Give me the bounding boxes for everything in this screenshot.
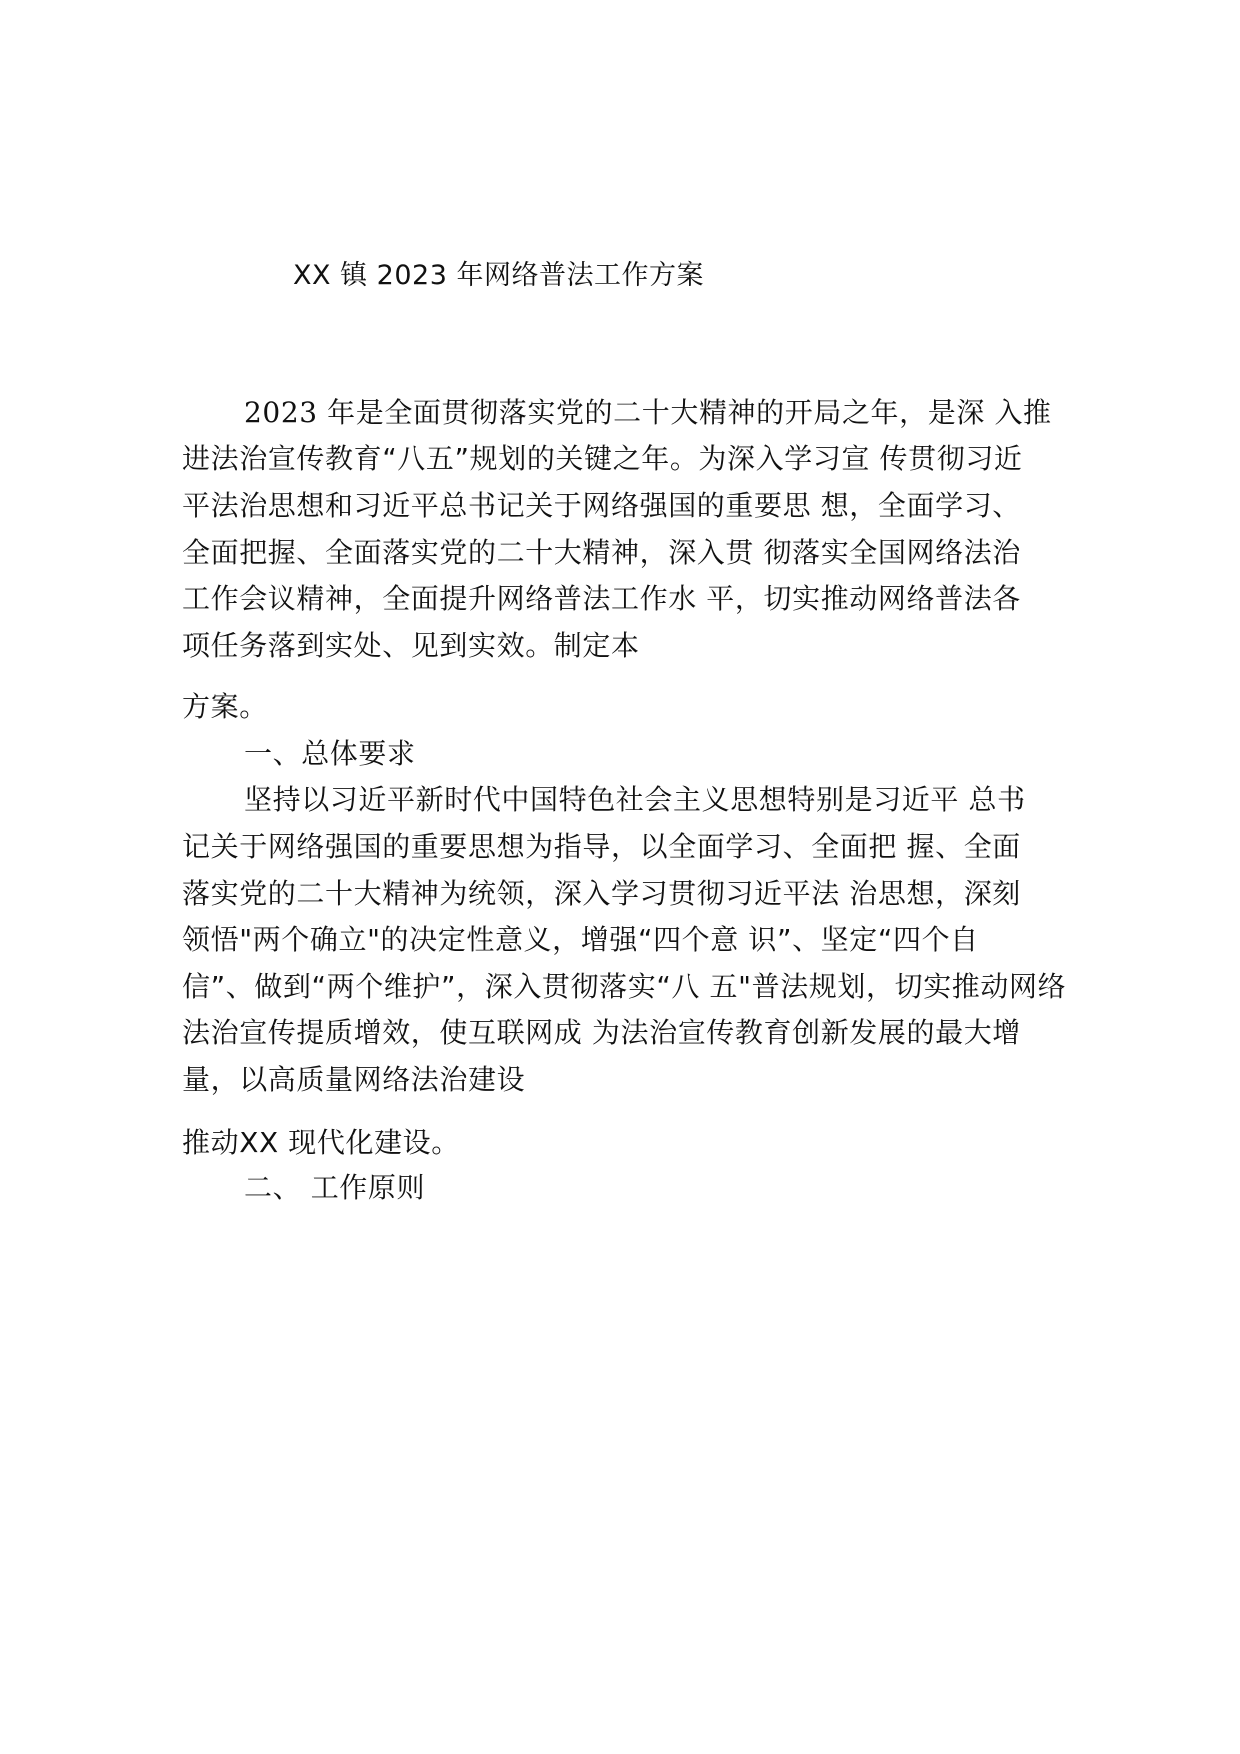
paragraph-2-line-2: 记关于网络强国的重要思想为指导，以全面学习、全面把 握、全面	[182, 830, 1021, 863]
paragraph-1-line-4: 全面把握、全面落实党的二十大精神，深入贯 彻落实全国网络法治	[182, 536, 1021, 569]
paragraph-1-line-6: 项任务落到实处、见到实效。制定本	[182, 629, 640, 662]
paragraph-2-line-3: 落实党的二十大精神为统领，深入学习贯彻习近平法 治思想，深刻	[182, 877, 1021, 910]
document-title: XX 镇 2023 年网络普法工作方案	[293, 260, 704, 291]
paragraph-2-line-1: 坚持以习近平新时代中国特色社会主义思想特别是习近平 总书	[244, 783, 1026, 816]
paragraph-2-line-6: 法治宣传提质增效，使互联网成 为法治宣传教育创新发展的最大增	[182, 1016, 1021, 1049]
section-heading-general-requirements: 一、总体要求	[244, 737, 416, 770]
paragraph-1-line-7: 方案。	[182, 690, 268, 723]
paragraph-2-line-7: 量，以高质量网络法治建设	[182, 1063, 526, 1096]
paragraph-2-line-5: 信”、做到“两个维护”，深入贯彻落实“八 五"普法规划，切实推动网络	[182, 970, 1067, 1003]
paragraph-2-line-4: 领悟"两个确立"的决定性意义，增强“四个意 识”、坚定“四个自	[182, 923, 979, 956]
paragraph-1-line-3: 平法治思想和习近平总书记关于网络强国的重要思 想，全面学习、	[182, 489, 1021, 522]
paragraph-1-line-2: 进法治宣传教育“八五”规划的关键之年。为深入学习宣 传贯彻习近	[182, 442, 1023, 475]
section-heading-work-principles: 二、 工作原则	[244, 1171, 426, 1204]
paragraph-1-line-5: 工作会议精神，全面提升网络普法工作水 平，切实推动网络普法各	[182, 582, 1021, 615]
paragraph-1-line-1: 2023 年是全面贯彻落实党的二十大精神的开局之年，是深 入推	[244, 396, 1052, 429]
paragraph-2-line-8: 推动XX 现代化建设。	[182, 1126, 460, 1159]
